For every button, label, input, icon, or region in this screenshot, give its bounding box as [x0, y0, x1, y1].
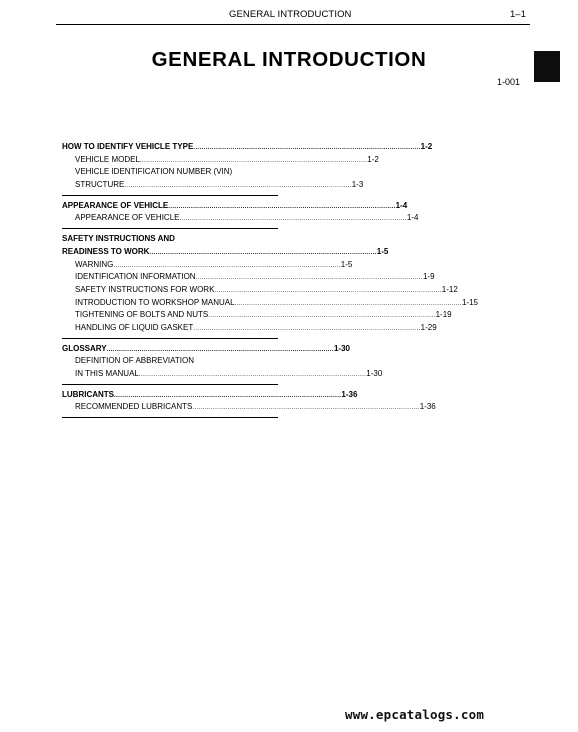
toc-sub-entry[interactable] — [62, 271, 435, 284]
toc-page-number: 1-12 — [441, 284, 458, 294]
toc-entry-title: GLOSSARY — [62, 343, 107, 353]
toc-entry-title: IDENTIFICATION INFORMATION — [75, 272, 196, 282]
toc-dot-leader: .............................................................................................................. — [139, 157, 368, 164]
toc-entry-title: WARNING — [75, 259, 114, 269]
toc-page-number: 1-5 — [376, 246, 389, 256]
toc-dot-leader: .............................................................................................................. — [234, 300, 462, 307]
toc-page-number: 1-30 — [366, 369, 383, 378]
toc-sub-entry[interactable] — [62, 259, 353, 272]
toc-sub-entry[interactable] — [62, 212, 419, 225]
toc-dot-leader: .............................................................................................................. — [193, 145, 421, 151]
toc-section — [62, 141, 433, 196]
toc-sub-entry[interactable] — [62, 284, 458, 297]
toc-dot-leader: .............................................................................................................. — [193, 325, 421, 332]
toc-heading-entry[interactable] — [62, 343, 350, 356]
page-number: 1–1 — [510, 9, 526, 20]
toc-entry-title: VEHICLE IDENTIFICATION NUMBER (VIN) — [75, 167, 233, 177]
toc-page-number: 1-5 — [340, 259, 353, 269]
toc-page-number: 1-2 — [367, 154, 379, 164]
section-code: 1-001 — [497, 77, 521, 87]
toc-entry-title: STRUCTURE — [75, 180, 125, 190]
toc-sub-entry[interactable] — [62, 368, 383, 381]
toc-dot-leader: .............................................................................................................. — [195, 275, 423, 282]
toc-sub-entry[interactable] — [62, 401, 436, 414]
toc-sub-entry[interactable] — [62, 166, 278, 179]
toc-page-number: 1-36 — [419, 402, 436, 412]
toc-page-number: 1-9 — [422, 272, 435, 282]
toc-entry-title: RECOMMENDED LUBRICANTS — [75, 402, 193, 412]
toc-dot-leader: .............................................................................................................. — [214, 287, 442, 294]
toc-entry-title: DEFINITION OF ABBREVIATION — [75, 356, 194, 366]
running-title: GENERAL INTRODUCTION — [229, 9, 352, 20]
toc-heading-entry[interactable] — [62, 246, 389, 259]
toc-section — [62, 233, 478, 339]
toc-section — [62, 200, 419, 229]
toc-dot-leader: .............................................................................................................. — [113, 262, 341, 269]
toc-entry-title: VEHICLE MODEL — [75, 154, 140, 164]
table-of-contents — [62, 141, 478, 422]
running-header — [0, 9, 560, 23]
toc-entry-title: INTRODUCTION TO WORKSHOP MANUAL — [75, 297, 235, 307]
toc-entry-title: TIGHTENING OF BOLTS AND NUTS — [75, 310, 209, 320]
toc-dot-leader: .............................................................................................................. — [168, 203, 396, 210]
toc-heading-entry[interactable] — [62, 389, 358, 402]
toc-entry-title: READINESS TO WORK — [62, 246, 150, 256]
toc-page-number: 1-4 — [406, 213, 419, 223]
toc-sub-entry[interactable] — [62, 179, 364, 192]
toc-sub-entry[interactable] — [62, 154, 379, 167]
toc-sub-entry[interactable] — [62, 355, 278, 368]
toc-heading-entry[interactable] — [62, 141, 433, 154]
page-title: GENERAL INTRODUCTION — [151, 48, 427, 71]
toc-entry-title: LUBRICANTS — [62, 389, 114, 399]
toc-page-number: 1-29 — [420, 322, 437, 332]
toc-entry-title: SAFETY INSTRUCTIONS AND — [62, 234, 175, 244]
toc-dot-leader: .............................................................................................................. — [138, 372, 367, 378]
toc-dot-leader: .............................................................................................................. — [149, 249, 377, 256]
toc-dot-leader: .............................................................................................................. — [124, 183, 352, 190]
toc-page-number: 1-19 — [435, 310, 452, 320]
toc-entry-title: IN THIS MANUAL — [75, 369, 139, 378]
toc-page-number: 1-2 — [420, 142, 433, 151]
toc-page-number: 1-15 — [461, 297, 478, 307]
toc-entry-title: HOW TO IDENTIFY VEHICLE TYPE — [62, 142, 194, 151]
toc-entry-title: APPEARANCE OF VEHICLE — [75, 213, 180, 223]
toc-page-number: 1-4 — [395, 200, 408, 210]
header-rule — [56, 24, 530, 25]
toc-page-number: 1-30 — [333, 343, 350, 353]
toc-page-number: 1-36 — [341, 389, 358, 399]
toc-dot-leader: .............................................................................................................. — [208, 313, 436, 320]
toc-dot-leader: .............................................................................................................. — [106, 346, 334, 353]
toc-heading-entry[interactable] — [62, 233, 278, 246]
toc-heading-entry[interactable] — [62, 200, 408, 213]
watermark-url: www.epcatalogs.com — [345, 707, 485, 722]
toc-dot-leader: .............................................................................................................. — [179, 216, 407, 223]
toc-entry-title: SAFETY INSTRUCTIONS FOR WORK — [75, 284, 215, 294]
toc-sub-entry[interactable] — [62, 297, 478, 310]
toc-sub-entry[interactable] — [62, 322, 437, 335]
toc-dot-leader: .............................................................................................................. — [114, 392, 342, 399]
toc-section — [62, 389, 436, 418]
toc-sub-entry[interactable] — [62, 309, 452, 322]
toc-page-number: 1-3 — [351, 180, 364, 190]
toc-entry-title: APPEARANCE OF VEHICLE — [62, 200, 169, 210]
toc-entry-title: HANDLING OF LIQUID GASKET — [75, 322, 194, 332]
toc-dot-leader: .............................................................................................................. — [192, 405, 420, 412]
toc-section — [62, 343, 383, 385]
section-tab-marker — [534, 51, 560, 82]
